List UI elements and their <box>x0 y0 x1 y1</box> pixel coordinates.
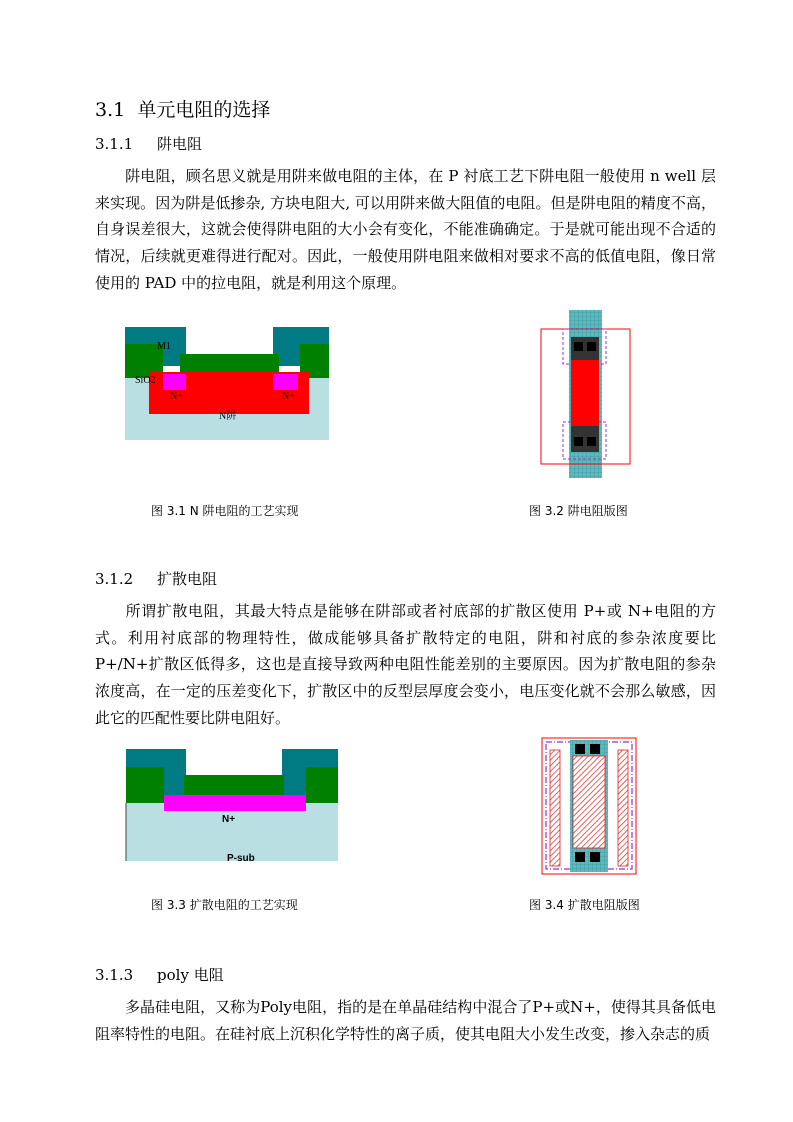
subsection-title: poly 电阻 <box>157 966 224 984</box>
nplus-left <box>163 374 186 390</box>
metal-right-top <box>273 327 329 344</box>
contact-top-2 <box>590 744 600 754</box>
caption-fig-3-2: 图 3.2 阱电阻版图 <box>529 504 628 518</box>
caption-fig-3-4: 图 3.4 扩散电阻版图 <box>529 898 640 912</box>
subsection-heading-diffusion <box>95 568 217 589</box>
label-sio2: SiO2 <box>135 375 156 386</box>
oxide-right <box>306 767 338 803</box>
subsection-number: 3.1.2 <box>95 570 134 588</box>
label-nplus: N+ <box>222 814 236 825</box>
metal-left-top <box>125 327 186 344</box>
paragraph-diffusion-resistor: 所谓扩散电阻，其最大特点是能够在阱部或者衬底部的扩散区使用 P+或 N+电阻的方式。利用衬底部的物理特性，做成能够具备扩散特定的电阻，阱和衬底的参杂浓度要比 P+/N+扩散区低得多，这也是直接导致两种电阻性能差别的主要原因。因为扩散电阻的参杂浓度高，在一定的压差变化下，扩散区中的反型层厚度会变小，电压变化就不会那么敏感，因此它的匹配性要比阱电阻好。 <box>95 602 716 727</box>
oxide-center <box>180 354 279 372</box>
subsection-heading-poly <box>95 964 224 985</box>
caption-fig-3-1: 图 3.1 N 阱电阻的工艺实现 <box>151 504 299 518</box>
contact-bottom-1 <box>575 852 585 862</box>
label-m1: M1 <box>157 341 171 352</box>
subsection-number: 3.1.1 <box>95 135 134 153</box>
label-psub: P-sub <box>227 853 255 864</box>
subsection-heading-well <box>95 133 202 154</box>
subsection-title: 扩散电阻 <box>157 570 218 588</box>
paragraph-well-resistor: 阱电阻，顾名思义就是用阱来做电阻的主体，在 P 衬底工艺下阱电阻一般使用 n well 层来实现。因为阱是低掺杂, 方块电阻大, 可以用阱来做大阻值的电阻。但是阱电阻的精度不高，自身误差很大，这就会使得阱电阻的大小会有变化，不能准确确定。于是就可能出现不合适的情况，后续就更难得进行配对。因此，一般使用阱电阻来做相对要求不高的低值电阻，像日常使用的 PAD 中的拉电阻，就是利用这个原理。 <box>95 167 716 292</box>
section-number: 3.1 <box>95 99 126 121</box>
subsection-number: 3.1.3 <box>95 966 134 984</box>
contact-bottom-2 <box>587 437 596 446</box>
caption-fig-3-3: 图 3.3 扩散电阻的工艺实现 <box>151 898 298 912</box>
contact-top-2 <box>587 342 596 351</box>
section-title: 单元电阻的选择 <box>137 99 271 121</box>
figure-well-layout <box>538 308 633 480</box>
subsection-title: 阱电阻 <box>157 135 203 153</box>
resistor-body <box>571 360 599 426</box>
metal-left-plug <box>164 767 186 795</box>
guard-ring-right <box>618 750 628 866</box>
figure-diffusion-layout <box>540 736 638 876</box>
label-nplus-right: N+ <box>282 391 295 402</box>
oxide-center <box>184 775 284 795</box>
guard-ring-left <box>550 750 560 866</box>
label-nwell: N阱 <box>219 411 237 422</box>
figure-diffusion-cross-section <box>122 745 342 865</box>
metal-left-top <box>126 749 186 767</box>
contact-top-1 <box>574 342 583 351</box>
contact-bottom-2 <box>590 852 600 862</box>
contact-top-1 <box>575 744 585 754</box>
contact-bottom-1 <box>574 437 583 446</box>
figure-nwell-cross-section <box>120 322 335 446</box>
nplus-right <box>273 374 298 390</box>
label-nplus-left: N+ <box>170 391 183 402</box>
metal-right-plug <box>282 767 306 795</box>
oxide-left <box>126 767 164 803</box>
resistor-body <box>573 756 605 848</box>
paragraph-poly-resistor: 多晶硅电阻，又称为Poly电阻，指的是在单晶硅结构中混合了P+或N+，使得其具备低电阻率特性的电阻。在硅衬底上沉积化学特性的离子质，使其电阻大小发生改变，掺入杂志的质 <box>95 998 716 1043</box>
metal-right-top <box>282 749 338 767</box>
nplus-region <box>164 795 306 811</box>
section-heading <box>95 95 270 122</box>
